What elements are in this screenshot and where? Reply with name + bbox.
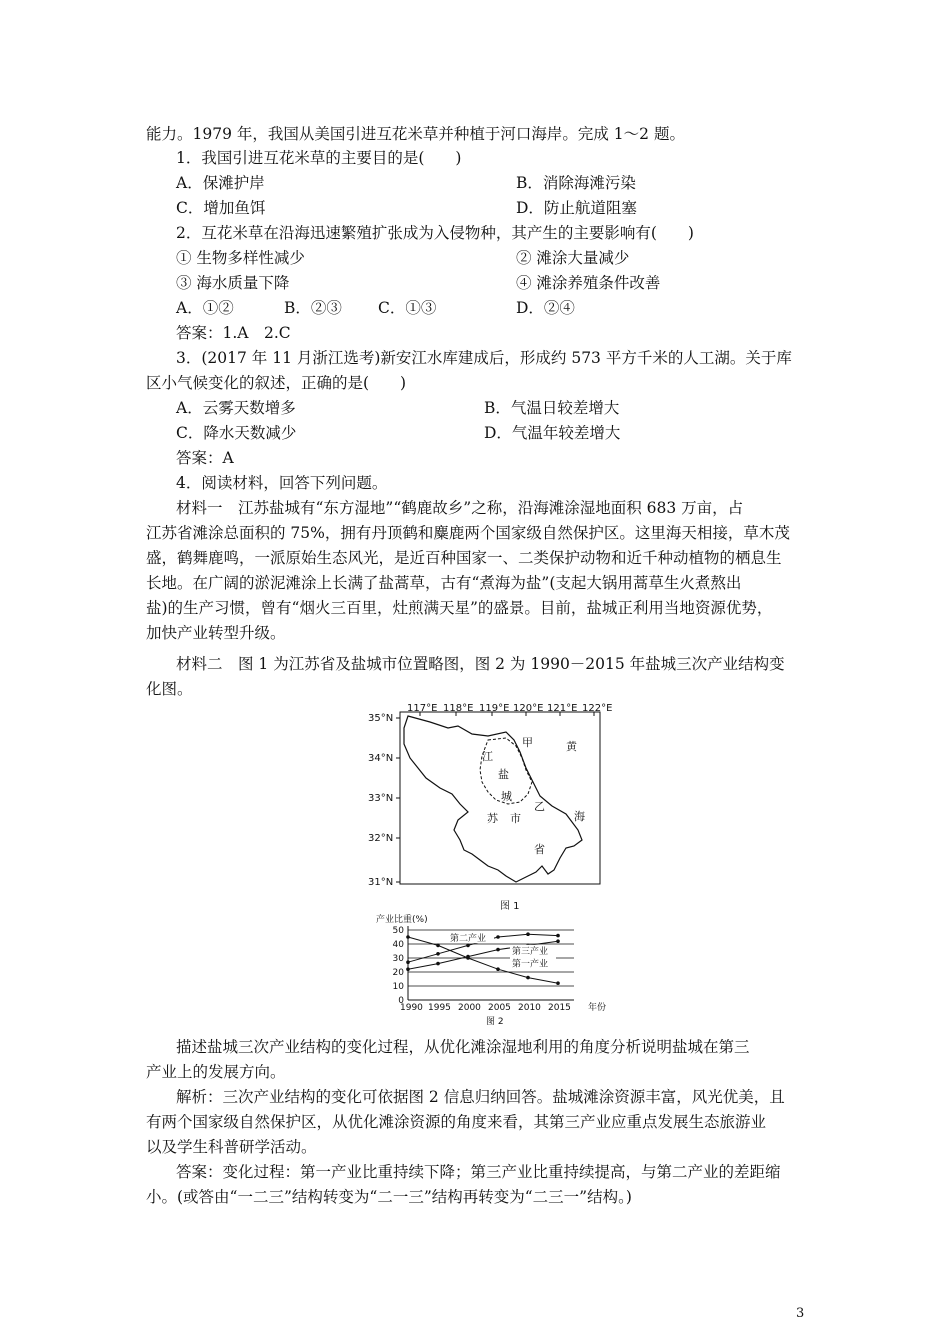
q3-stem-line1: 3．(2017 年 11 月浙江选考)新安江水库建成后，形成约 573 平方千米的人工湖。关于库	[176, 349, 792, 367]
x-tick-label: 1995	[428, 1003, 451, 1013]
chart-xlabel: 年份	[588, 1003, 607, 1013]
y-tick-label: 0	[398, 996, 404, 1006]
intro-text: 能力。1979 年，我国从美国引进互花米草并种植于河口海岸。完成 1～2 题。	[146, 125, 685, 143]
data-point	[436, 952, 440, 956]
q2-statement-2: ② 滩涂大量减少	[516, 249, 630, 267]
industry-structure-chart	[370, 912, 620, 1030]
jiangsu-location-map	[360, 698, 620, 918]
x-tick-label: 2010	[518, 1003, 541, 1013]
answer-line: 小。(或答由“一二三”结构转变为“二一三”结构再转变为“二三一”结构。)	[146, 1188, 632, 1206]
q2-stem: 2．互花米草在沿海迅速繁殖扩张成为入侵物种，其产生的主要影响有( )	[176, 224, 694, 242]
jiangsu-outline	[404, 716, 582, 882]
series-label: 第一产业	[512, 959, 549, 970]
q2-option-a: A．①②	[176, 299, 234, 317]
analysis-line: 以及学生科普研学活动。	[146, 1138, 317, 1156]
data-point	[436, 962, 440, 966]
q1-option-a: A．保滩护岸	[176, 174, 265, 192]
place-label-shi: 市	[510, 812, 521, 825]
y-tick-label: 40	[392, 940, 404, 950]
q3-option-a: A．云雾天数增多	[176, 399, 296, 417]
x-tick-label: 1990	[400, 1003, 423, 1013]
lat-label: 32°N	[368, 833, 394, 844]
lon-label: 122°E	[582, 703, 613, 714]
data-point	[406, 960, 410, 964]
lat-label: 33°N	[368, 793, 394, 804]
place-label-sheng: 省	[534, 843, 545, 856]
q3-option-d: D．气温年较差增大	[484, 424, 621, 442]
lat-label: 31°N	[368, 877, 394, 888]
data-point	[556, 934, 560, 938]
material-1-line: 盐)的生产习惯，曾有“烟火三百里，灶煎满天星”的盛景。目前，盐城正利用当地资源优势，	[146, 599, 773, 617]
lon-label: 118°E	[443, 703, 474, 714]
lon-label: 119°E	[479, 703, 510, 714]
lat-label: 34°N	[368, 753, 394, 764]
analysis-line: 解析：三次产业结构的变化可依据图 2 信息归纳回答。盐城滩涂资源丰富，风光优美，且	[176, 1088, 785, 1106]
q2-statement-3: ③ 海水质量下降	[176, 274, 290, 292]
place-label-yan: 盐	[498, 768, 509, 781]
figure-1-caption: 图 1	[500, 901, 520, 912]
data-point	[526, 932, 530, 936]
y-tick-label: 10	[392, 982, 404, 992]
q4-stem: 4．阅读材料，回答下列问题。	[176, 474, 388, 492]
material-1-line: 长地。在广阔的淤泥滩涂上长满了盐蒿草，古有“煮海为盐”(支起大锅用蒿草生火煮熬出	[146, 574, 742, 592]
figure-2-caption: 图 2	[486, 1017, 504, 1027]
place-label-jia: 甲	[522, 736, 533, 749]
chart-ylabel: 产业比重(%)	[376, 915, 428, 925]
map-frame	[400, 712, 600, 884]
lon-label: 120°E	[513, 703, 544, 714]
lon-label: 117°E	[407, 703, 438, 714]
data-point	[406, 935, 410, 939]
q2-option-c: C．①③	[378, 299, 437, 317]
q3-option-b: B．气温日较差增大	[484, 399, 620, 417]
data-point	[496, 967, 500, 971]
material-1-line: 盛，鹤舞鹿鸣，一派原始生态风光，是近百种国家一、二类保护动物和近千种动植物的栖息生	[146, 549, 782, 567]
q4-question-line: 描述盐城三次产业结构的变化过程，从优化滩涂湿地利用的角度分析说明盐城在第三	[176, 1038, 750, 1056]
place-label-yi: 乙	[534, 800, 545, 813]
y-tick-label: 30	[392, 954, 404, 964]
place-label-jiang: 江	[482, 750, 493, 763]
data-point	[526, 976, 530, 980]
place-label-huang: 黄	[566, 740, 577, 753]
material-2-line: 化图。	[146, 680, 193, 698]
series-label: 第三产业	[512, 946, 549, 957]
lon-label: 121°E	[547, 703, 578, 714]
answer-q3: 答案：A	[176, 449, 234, 467]
q2-option-b: B．②③	[284, 299, 342, 317]
data-point	[496, 948, 500, 952]
material-1-line: 加快产业转型升级。	[146, 624, 286, 642]
data-point	[436, 944, 440, 948]
q1-option-b: B．消除海滩污染	[516, 174, 636, 192]
answer-line: 答案：变化过程：第一产业比重持续下降；第三产业比重持续提高，与第二产业的差距缩	[176, 1163, 781, 1181]
analysis-line: 有两个国家级自然保护区，从优化滩涂资源的角度来看，其第三产业应重点发展生态旅游业	[146, 1113, 767, 1131]
y-tick-label: 20	[392, 968, 404, 978]
data-point	[406, 967, 410, 971]
page-number: 3	[796, 1306, 805, 1321]
series-label: 第二产业	[450, 934, 487, 945]
q3-option-c: C．降水天数减少	[176, 424, 297, 442]
lat-label: 35°N	[368, 713, 394, 724]
place-label-cheng: 城	[501, 790, 512, 803]
x-tick-label: 2005	[488, 1003, 511, 1013]
x-tick-label: 2015	[548, 1003, 571, 1013]
q1-option-d: D．防止航道阻塞	[516, 199, 637, 217]
x-tick-label: 2000	[458, 1003, 481, 1013]
place-label-su: 苏	[487, 812, 498, 825]
material-2-line: 材料二 图 1 为江苏省及盐城市位置略图，图 2 为 1990－2015 年盐城三次产业结构变	[176, 655, 785, 673]
data-point	[556, 939, 560, 943]
y-tick-label: 50	[392, 926, 404, 936]
q1-stem: 1．我国引进互花米草的主要目的是( )	[176, 149, 462, 167]
q4-question-line: 产业上的发展方向。	[146, 1063, 286, 1081]
q2-statement-1: ① 生物多样性减少	[176, 249, 305, 267]
material-1-line: 江苏省滩涂总面积的 75%，拥有丹顶鹤和麋鹿两个国家级自然保护区。这里海天相接，草木茂	[146, 524, 790, 542]
q2-statement-4: ④ 滩涂养殖条件改善	[516, 274, 661, 292]
q1-option-c: C．增加鱼饵	[176, 199, 266, 217]
answer-q1-q2: 答案：1.A 2.C	[176, 324, 291, 342]
q3-stem-line2: 区小气候变化的叙述，正确的是( )	[146, 374, 407, 392]
material-1-line: 材料一 江苏盐城有“东方湿地”“鹤鹿故乡”之称，沿海滩涂湿地面积 683 万亩，占	[176, 499, 744, 517]
data-point	[496, 935, 500, 939]
data-point	[556, 981, 560, 985]
q2-option-d: D．②④	[516, 299, 575, 317]
data-point	[466, 956, 470, 960]
place-label-hai: 海	[574, 810, 585, 823]
